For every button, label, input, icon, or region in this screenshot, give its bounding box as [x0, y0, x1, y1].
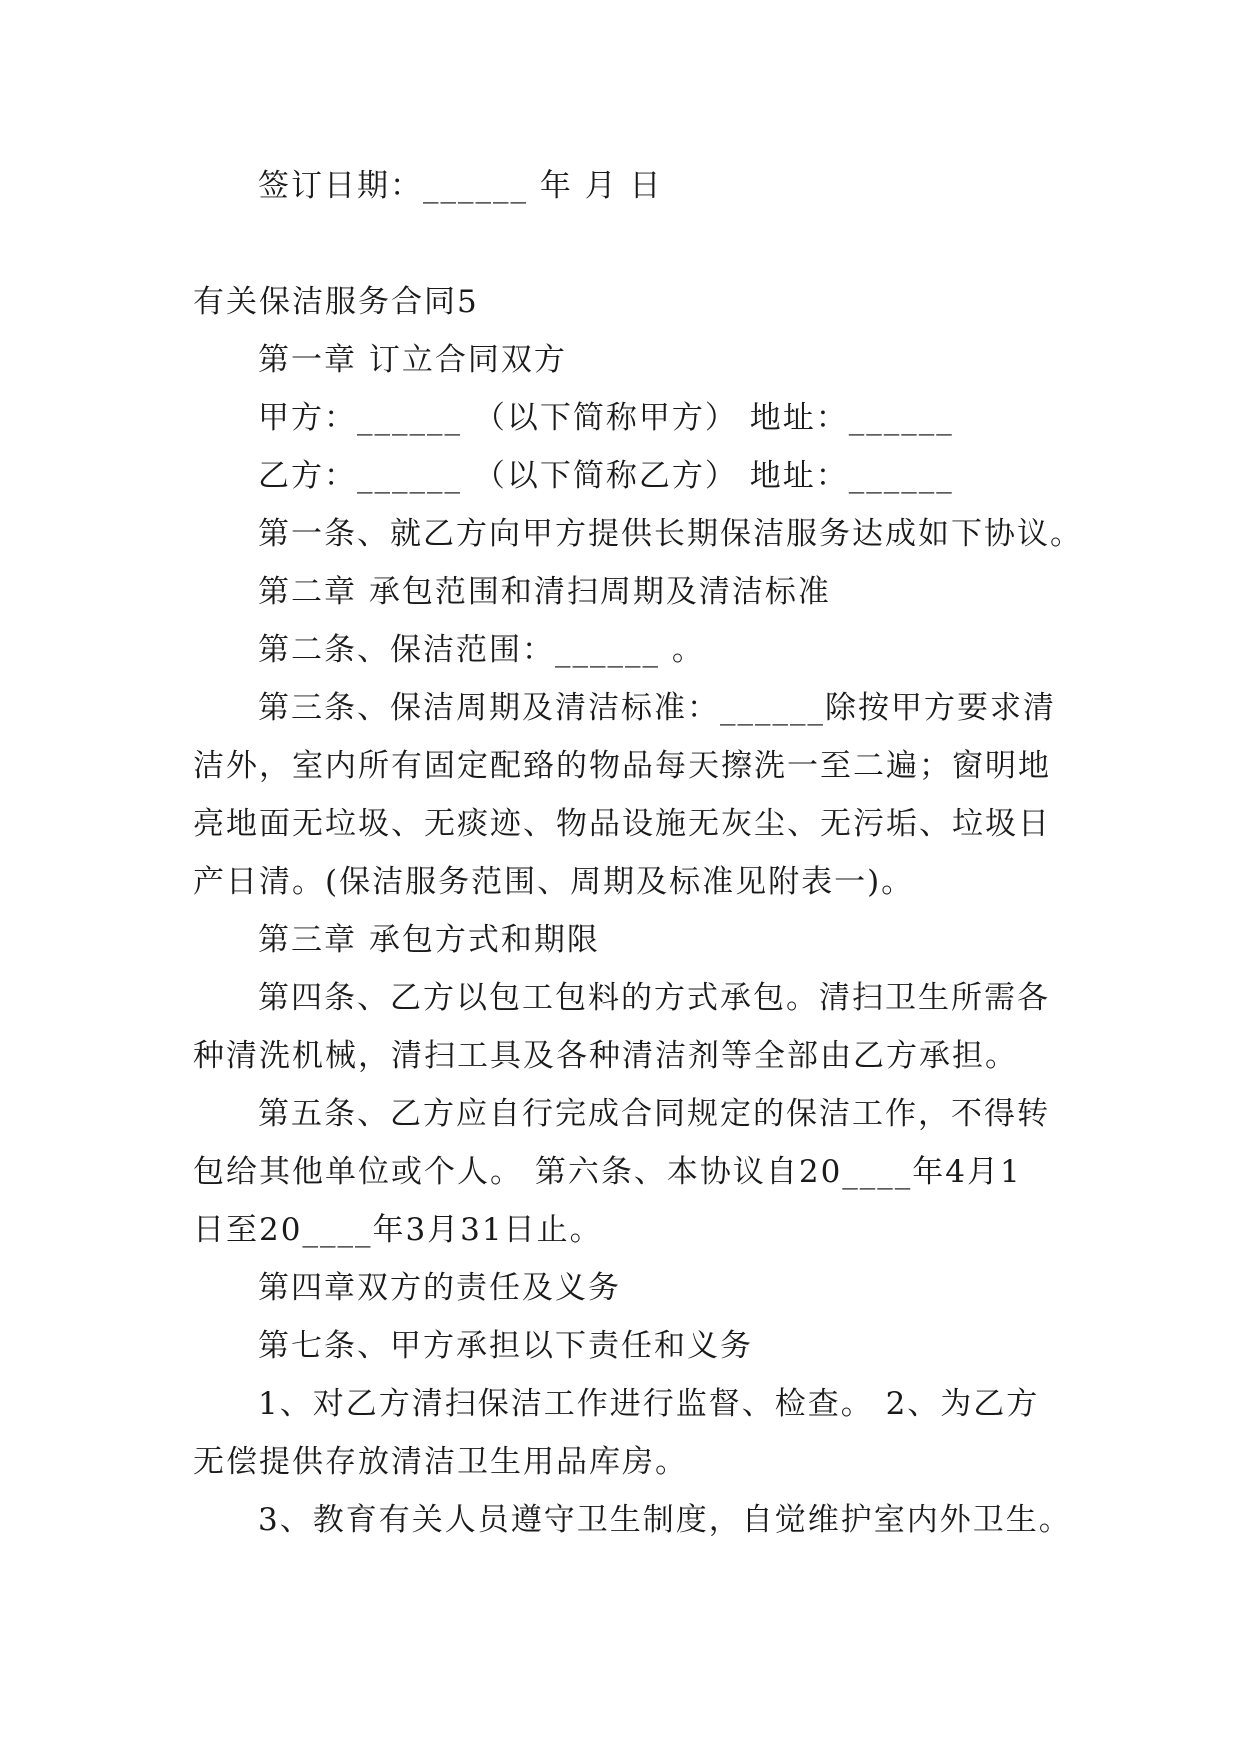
- party-b-line: 乙方：______ （以下简称乙方） 地址：______: [258, 458, 954, 494]
- article-2: 第二条、保洁范围：______ 。: [258, 632, 705, 668]
- article-7-heading: 第七条、甲方承担以下责任和义务: [258, 1328, 753, 1364]
- article-3-line-3: 亮地面无垃圾、无痰迹、物品设施无灰尘、无污垢、垃圾日: [193, 806, 1051, 842]
- duty-3: 3、教育有关人员遵守卫生制度，自觉维护室内外卫生。: [258, 1502, 1072, 1538]
- duty-2-line-2: 无偿提供存放清洁卫生用品库房。: [193, 1444, 688, 1480]
- article-4-line-1: 第四条、乙方以包工包料的方式承包。清扫卫生所需各: [258, 980, 1050, 1016]
- chapter-3-heading: 第三章 承包方式和期限: [258, 922, 600, 958]
- article-3-line-4: 产日清。(保洁服务范围、周期及标准见附表一)。: [193, 864, 915, 900]
- party-a-line: 甲方：______ （以下简称甲方） 地址：______: [258, 400, 954, 436]
- article-1: 第一条、就乙方向甲方提供长期保洁服务达成如下协议。: [258, 516, 1083, 552]
- duty-1-2-line-1: 1、对乙方清扫保洁工作进行监督、检查。 2、为乙方: [258, 1386, 1040, 1422]
- article-4-line-2: 种清洗机械，清扫工具及各种清洁剂等全部由乙方承担。: [193, 1038, 1018, 1074]
- contract-title: 有关保洁服务合同5: [193, 284, 479, 320]
- article-5-6-line-2: 包给其他单位或个人。 第六条、本协议自20____年4月1: [193, 1154, 1022, 1190]
- article-5-line-1: 第五条、乙方应自行完成合同规定的保洁工作，不得转: [258, 1096, 1050, 1132]
- article-3-line-2: 洁外，室内所有固定配臵的物品每天擦洗一至二遍；窗明地: [193, 748, 1051, 784]
- signing-date-line: 签订日期：______ 年 月 日: [258, 168, 663, 204]
- chapter-4-heading: 第四章双方的责任及义务: [258, 1270, 621, 1306]
- article-3-line-1: 第三条、保洁周期及清洁标准：______除按甲方要求清: [258, 690, 1056, 726]
- article-6-line-3: 日至20____年3月31日止。: [193, 1212, 603, 1248]
- chapter-2-heading: 第二章 承包范围和清扫周期及清洁标准: [258, 574, 831, 610]
- chapter-1-heading: 第一章 订立合同双方: [258, 342, 567, 378]
